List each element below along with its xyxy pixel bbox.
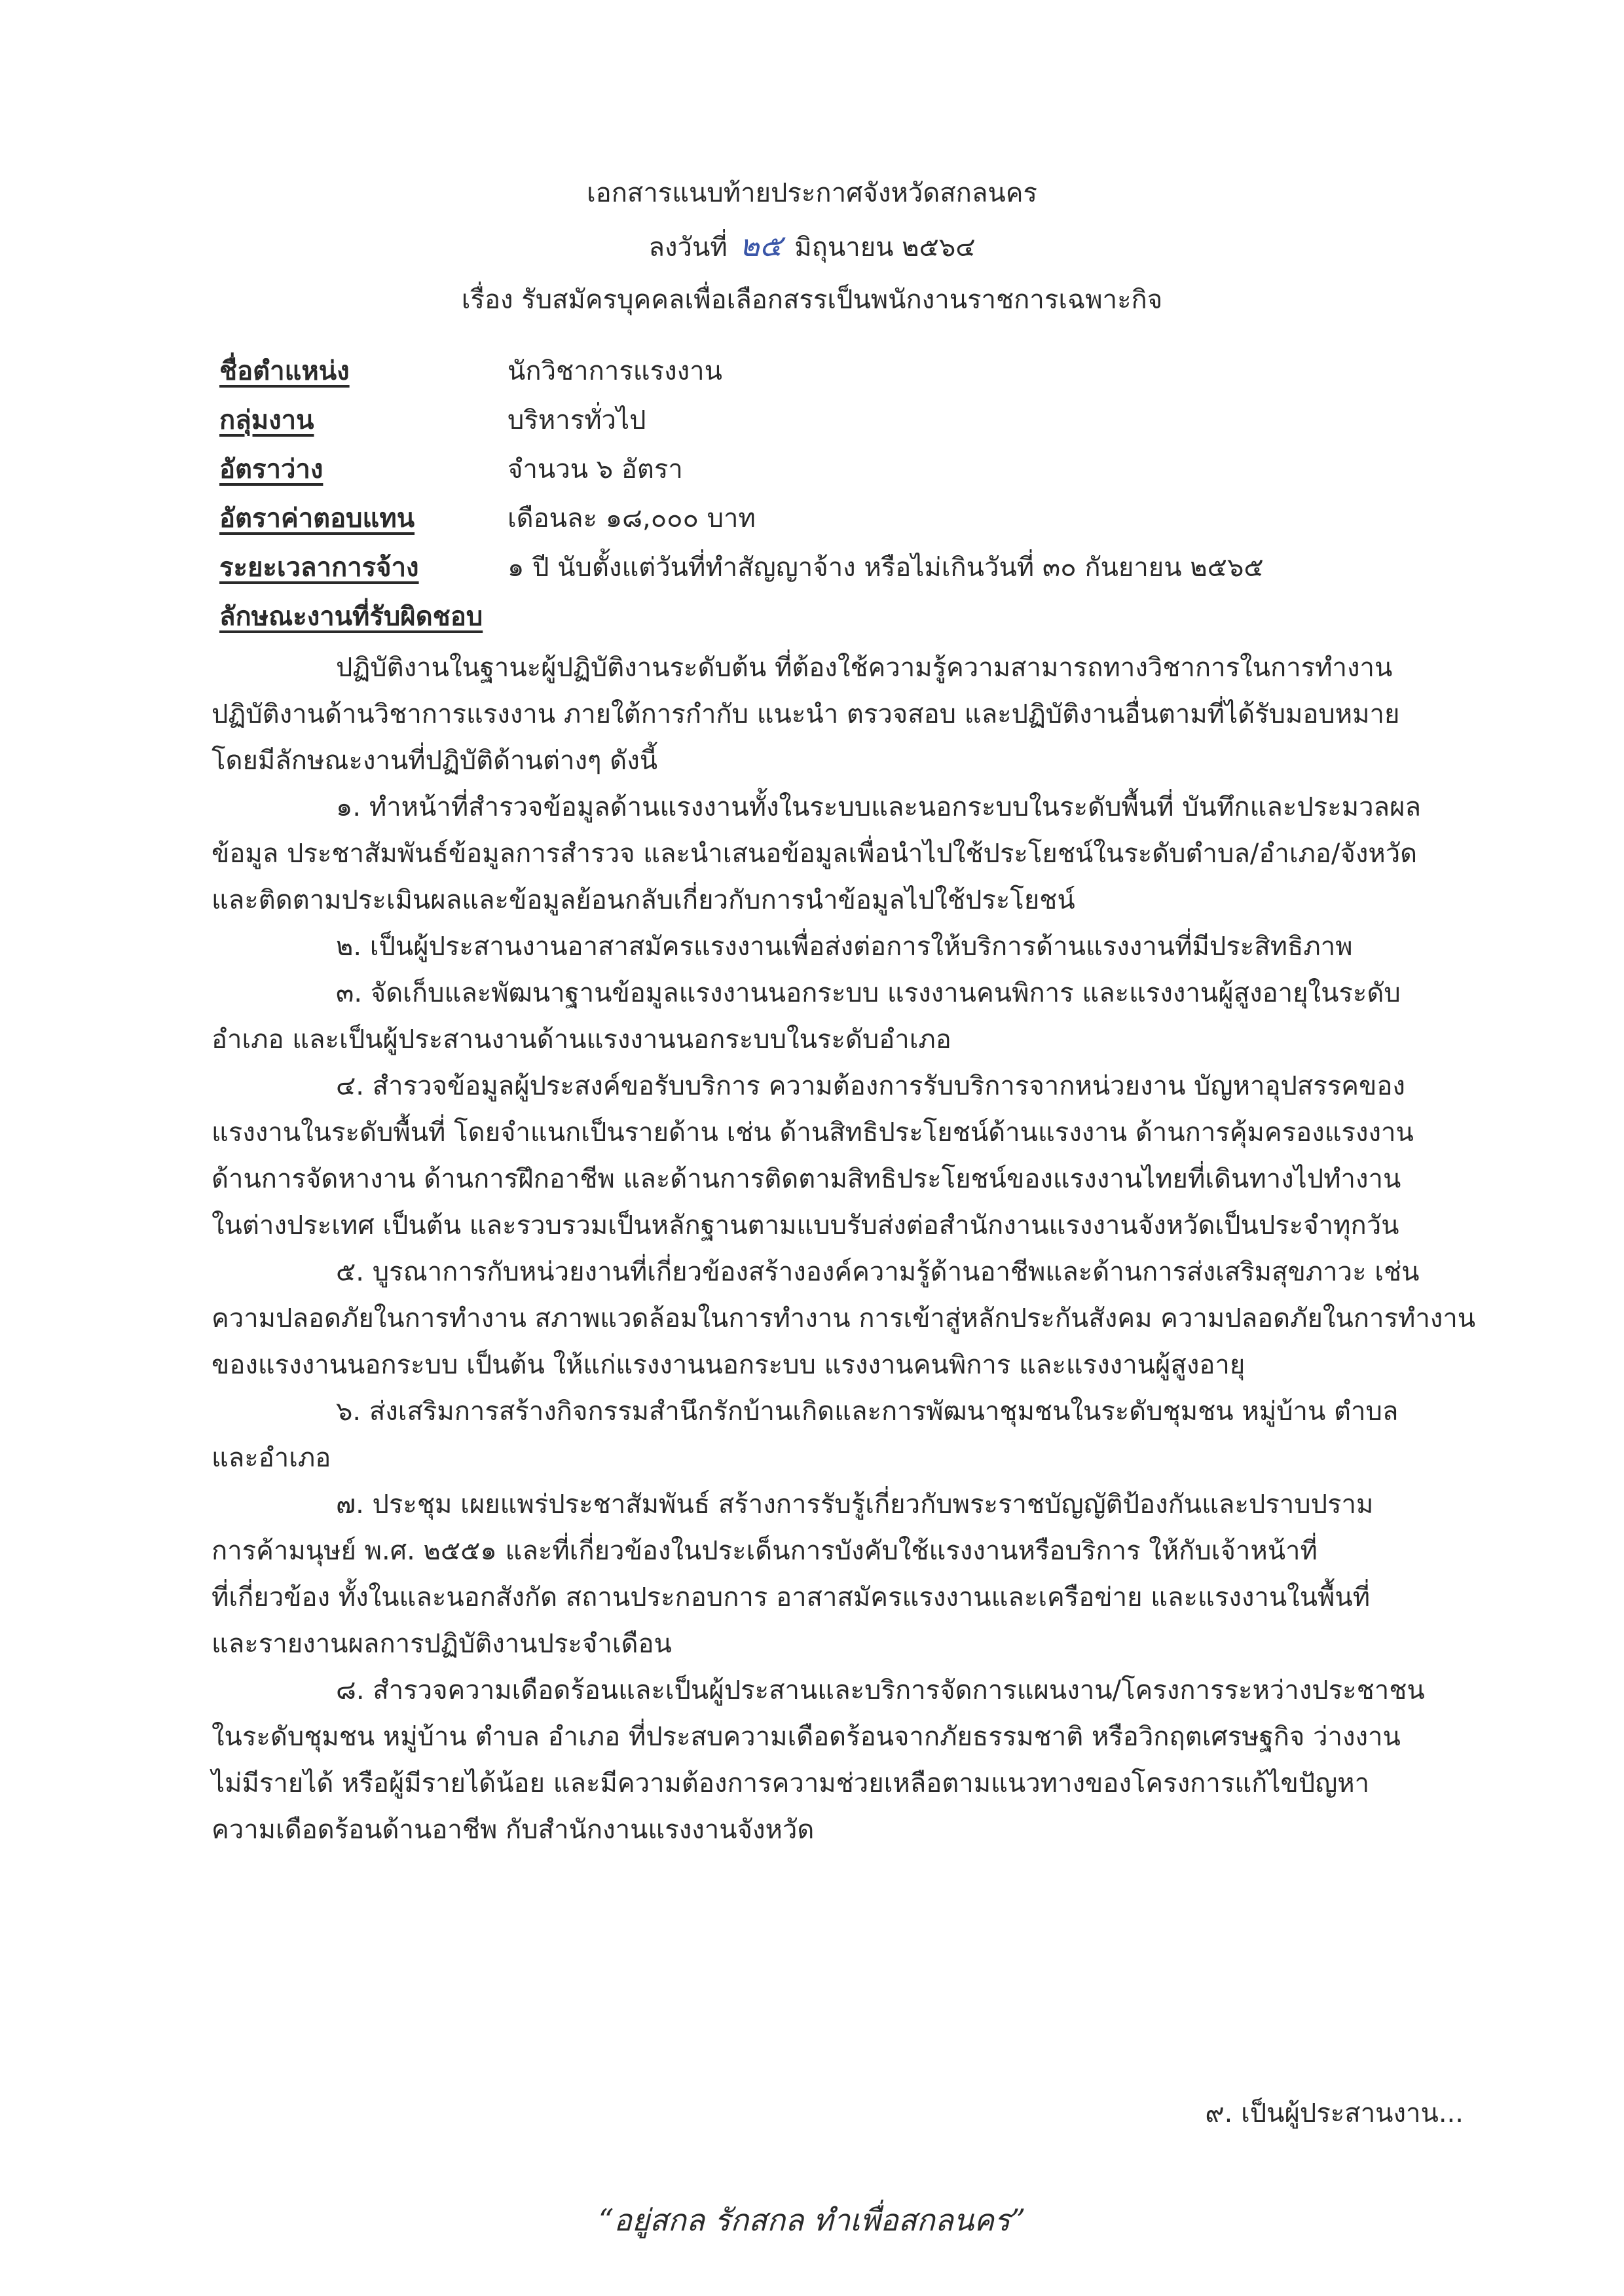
header-date-suffix: มิถุนายน ๒๕๖๔ xyxy=(794,232,976,263)
paragraph-line: ๔. สำรวจข้อมูลผู้ประสงค์ขอรับบริการ ความต้องการรับบริการจากหน่วยงาน บัญหาอุปสรรคของ xyxy=(336,1071,1405,1101)
paragraph-line: ด้านการจัดหางาน ด้านการฝึกอาชีพ และด้านการติดตามสิทธิประโยชน์ของแรงงานไทยที่เดินทางไปทำงาน xyxy=(212,1164,1401,1194)
period-value: ๑ ปี นับตั้งแต่วันที่ทำสัญญาจ้าง หรือไม่เกินวันที่ ๓๐ กันยายน ๒๕๖๕ xyxy=(507,553,1264,583)
paragraph-item-1 xyxy=(212,784,1459,924)
paragraph-line: ความปลอดภัยในการทำงาน สภาพแวดล้อมในการทำงาน การเข้าสู่หลักประกันสังคม ความปลอดภัยในการทำงาน xyxy=(212,1303,1476,1334)
paragraph-line: อำเภอ และเป็นผู้ประสานงานด้านแรงงานนอกระบบในระดับอำเภอ xyxy=(212,1025,951,1055)
footer-slogan: “อยู่สกล รักสกล ทำเพื่อสกลนคร” xyxy=(598,2202,1026,2238)
header-date-prefix: ลงวันที่ xyxy=(648,232,728,263)
paragraph-item-5 xyxy=(212,1249,1476,1389)
paragraph-line: ปฏิบัติงานในฐานะผู้ปฏิบัติงานระดับต้น ที่ต้องใช้ความรู้ความสามารถทางวิชาการในการทำงาน xyxy=(336,653,1393,683)
info-row-period xyxy=(219,543,1464,592)
position-value: นักวิชาการแรงงาน xyxy=(507,356,722,386)
paragraph-line: ของแรงงานนอกระบบ เป็นต้น ให้แก่แรงงานนอกระบบ แรงงานคนพิการ และแรงงานผู้สูงอายุ xyxy=(212,1350,1246,1380)
paragraph-line: ๒. เป็นผู้ประสานงานอาสาสมัครแรงงานเพื่อส่งต่อการให้บริการด้านแรงงานที่มีประสิทธิภาพ xyxy=(336,932,1353,962)
position-info xyxy=(219,347,1464,642)
group-value: บริหารทั่วไป xyxy=(507,405,646,435)
paragraph-line: ปฏิบัติงานด้านวิชาการแรงงาน ภายใต้การกำกับ แนะนำ ตรวจสอบ และปฏิบัติงานอื่นตามที่ได้รับมอบหมาย xyxy=(212,699,1400,729)
info-row-group xyxy=(219,396,1464,445)
document-header xyxy=(0,167,1624,326)
paragraph-line: ไม่มีรายได้ หรือผู้มีรายได้น้อย และมีความต้องการความช่วยเหลือตามแนวทางของโครงการแก้ไขปัญหา xyxy=(212,1768,1370,1798)
paragraph-line: แรงงานในระดับพื้นที่ โดยจำแนกเป็นรายด้าน เช่น ด้านสิทธิประโยชน์ด้านแรงงาน ด้านการคุ้มครองแรงงาน xyxy=(212,1118,1414,1148)
document-body xyxy=(212,645,1476,1853)
paragraph-line: ๑. ทำหน้าที่สำรวจข้อมูลด้านแรงงานทั้งในระบบและนอกระบบในระดับพื้นที่ บันทึกและประมวลผล xyxy=(336,792,1421,822)
paragraph-item-7 xyxy=(212,1482,1459,1667)
paragraph-line: ที่เกี่ยวข้อง ทั้งในและนอกสังกัด สถานประกอบการ อาสาสมัครแรงงานและเครือข่าย และแรงงานในพื้นที่ xyxy=(212,1582,1371,1613)
header-date xyxy=(0,219,1624,274)
info-row-duties xyxy=(219,592,1464,642)
vacancy-value: จำนวน ๖ อัตรา xyxy=(507,454,683,484)
paragraph-item-4 xyxy=(212,1063,1459,1249)
position-label: ชื่อตำแหน่ง xyxy=(219,356,350,386)
continuation-note: ๙. เป็นผู้ประสานงาน... xyxy=(1205,2098,1464,2128)
header-title: เอกสารแนบท้ายประกาศจังหวัดสกลนคร xyxy=(587,178,1037,208)
paragraph-line: ในระดับชุมชน หมู่บ้าน ตำบล อำเภอ ที่ประสบความเดือดร้อนจากภัยธรรมชาติ หรือวิกฤตเศรษฐกิจ ว่างงาน xyxy=(212,1722,1401,1752)
info-row-vacancy xyxy=(219,445,1464,494)
info-row-position xyxy=(219,347,1464,396)
paragraph-line: ๓. จัดเก็บและพัฒนาฐานข้อมูลแรงงานนอกระบบ แรงงานคนพิการ และแรงงานผู้สูงอายุในระดับ xyxy=(336,978,1401,1008)
salary-value: เดือนละ ๑๘,๐๐๐ บาท xyxy=(507,503,756,534)
header-subject: เรื่อง รับสมัครบุคคลเพื่อเลือกสรรเป็นพนักงานราชการเฉพาะกิจ xyxy=(461,285,1163,315)
paragraph-line: และอำเภอ xyxy=(212,1443,331,1473)
paragraph-line: ๕. บูรณาการกับหน่วยงานที่เกี่ยวข้องสร้างองค์ความรู้ด้านอาชีพและด้านการส่งเสริมสุขภาวะ เช่น xyxy=(336,1257,1420,1287)
paragraph-item-3 xyxy=(212,970,1459,1063)
group-label: กลุ่มงาน xyxy=(219,405,314,435)
duties-label: ลักษณะงานที่รับผิดชอบ xyxy=(219,602,483,632)
period-label: ระยะเวลาการจ้าง xyxy=(219,553,419,583)
paragraph-item-8 xyxy=(212,1667,1459,1853)
paragraph-line: ในต่างประเทศ เป็นต้น และรวบรวมเป็นหลักฐานตามแบบรับส่งต่อสำนักงานแรงงานจังหวัดเป็นประจำทุกวัน xyxy=(212,1211,1399,1241)
paragraph-line: ๘. สำรวจความเดือดร้อนและเป็นผู้ประสานและบริการจัดการแผนงาน/โครงการระหว่างประชาชน xyxy=(336,1675,1425,1705)
paragraph-line: และติดตามประเมินผลและข้อมูลย้อนกลับเกี่ยวกับการนำข้อมูลไปใช้ประโยชน์ xyxy=(212,885,1075,915)
salary-label: อัตราค่าตอบแทน xyxy=(219,503,415,534)
paragraph-line: และรายงานผลการปฏิบัติงานประจำเดือน xyxy=(212,1629,672,1659)
paragraph-line: ความเดือดร้อนด้านอาชีพ กับสำนักงานแรงงานจังหวัด xyxy=(212,1815,815,1845)
paragraph-line: ข้อมูล ประชาสัมพันธ์ข้อมูลการสำรวจ และนำเสนอข้อมูลเพื่อนำไปใช้ประโยชน์ในระดับตำบล/อำเภอ/จังหวัด xyxy=(212,839,1418,869)
paragraph-item-6 xyxy=(212,1389,1459,1482)
paragraph-line: ๗. ประชุม เผยแพร่ประชาสัมพันธ์ สร้างการรับรู้เกี่ยวกับพระราชบัญญัติป้องกันและปราบปราม xyxy=(336,1489,1374,1520)
paragraph-line: ๖. ส่งเสริมการสร้างกิจกรรมสำนึกรักบ้านเกิดและการพัฒนาชุมชนในระดับชุมชน หมู่บ้าน ตำบล xyxy=(336,1396,1399,1427)
paragraph-intro xyxy=(212,645,1459,784)
vacancy-label: อัตราว่าง xyxy=(219,454,323,484)
paragraph-line: การค้ามนุษย์ พ.ศ. ๒๕๕๑ และที่เกี่ยวข้องในประเด็นการบังคับใช้แรงงานหรือบริการ ให้กับเจ้าหน้าที่ xyxy=(212,1536,1318,1566)
info-row-salary xyxy=(219,494,1464,543)
paragraph-item-2 xyxy=(212,924,1459,970)
paragraph-line: โดยมีลักษณะงานที่ปฏิบัติด้านต่างๆ ดังนี้ xyxy=(212,746,658,776)
header-date-day: ๒๕ xyxy=(739,228,783,263)
